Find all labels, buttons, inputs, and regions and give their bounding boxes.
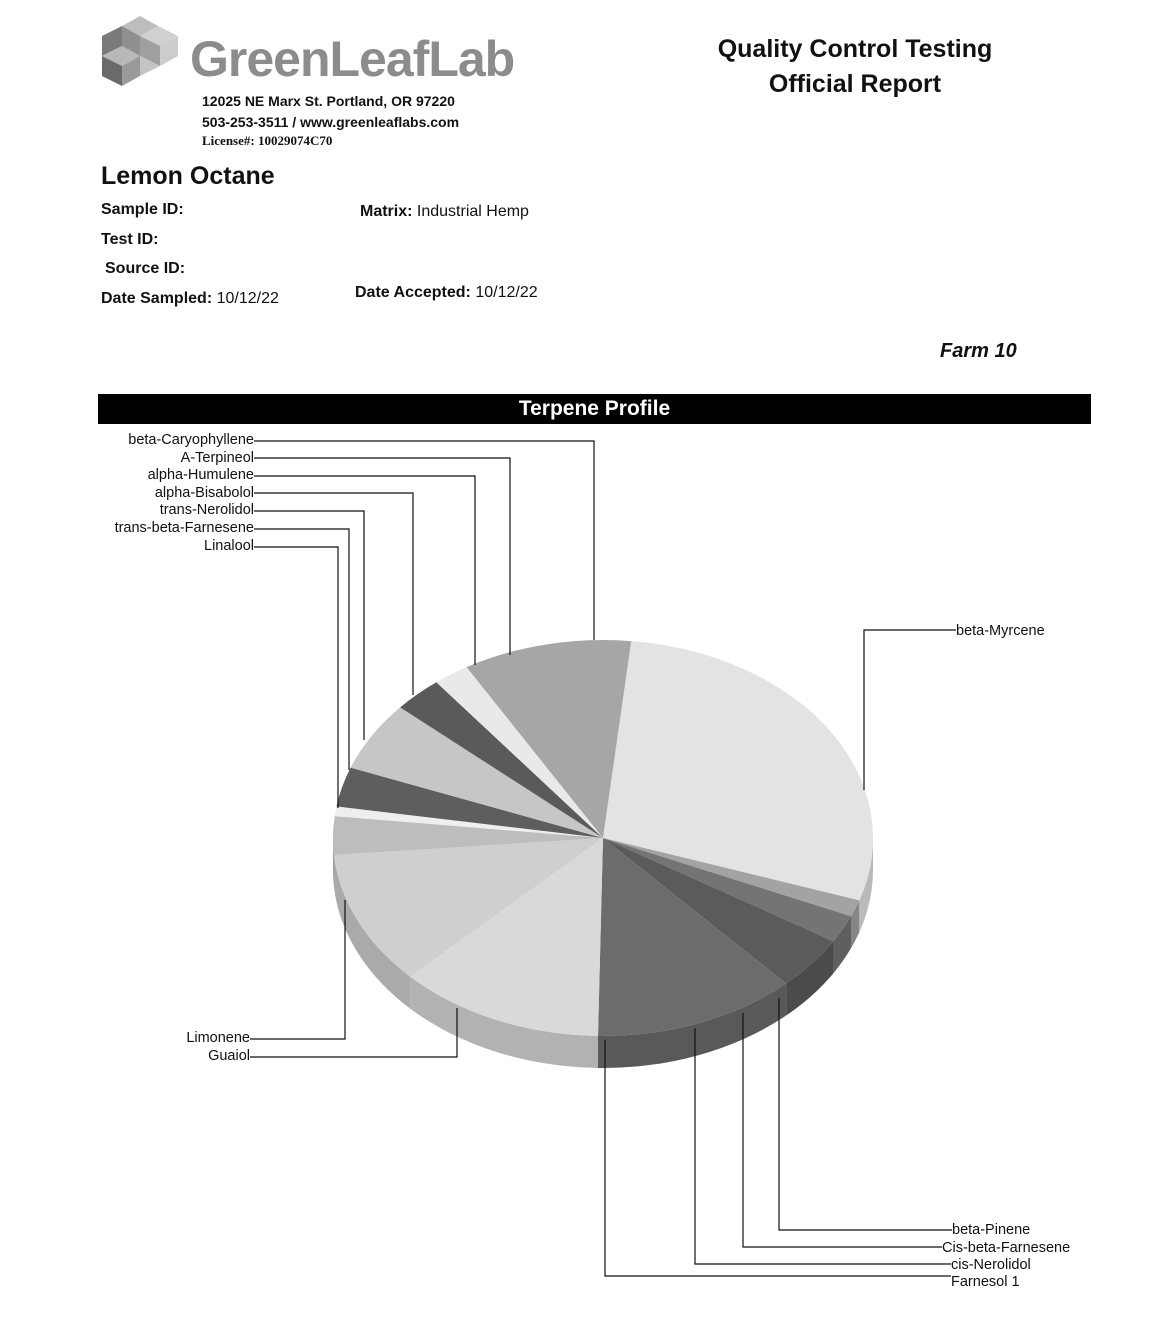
label-beta-myrcene: beta-Myrcene [956, 623, 1045, 639]
label-alpha-humulene: alpha-Humulene [147, 467, 254, 483]
label-farnesol-1: Farnesol 1 [951, 1274, 1020, 1290]
lab-address: 12025 NE Marx St. Portland, OR 97220 [202, 93, 455, 109]
label-limonene: Limonene [186, 1030, 250, 1046]
brand-name: GreenLeafLab [190, 31, 515, 87]
label-cis-beta-farnesene: Cis-beta-Farnesene [942, 1240, 1071, 1256]
label-a-terpineol: A-Terpineol [180, 450, 254, 466]
matrix-value: Industrial Hemp [416, 203, 529, 220]
product-name: Lemon Octane [101, 162, 275, 190]
lab-contact: 503-253-3511 / www.greenleaflabs.com [202, 114, 460, 130]
lab-license: License#: 10029074C70 [202, 133, 333, 148]
date-sampled-value: 10/12/22 [216, 290, 279, 307]
leader-line-beta-pinene [779, 998, 952, 1230]
report-title-line2: Official Report [768, 70, 942, 98]
sample-id-label: Sample ID: [101, 201, 184, 218]
leader-line-beta-myrcene [864, 630, 956, 790]
label-linalool: Linalool [204, 538, 254, 554]
leader-line-linalool [254, 547, 338, 808]
source-id-label: Source ID: [105, 260, 186, 277]
label-alpha-bisabolol: alpha-Bisabolol [154, 485, 254, 501]
leader-line-cis-beta-farnesene [743, 1013, 942, 1247]
leader-line-a-terpineol [254, 458, 510, 655]
leader-line-farnesol-1 [605, 1040, 951, 1276]
label-trans-beta-farnesene: trans-beta-Farnesene [114, 520, 254, 536]
report-title-line1: Quality Control Testing [717, 35, 993, 63]
label-beta-pinene: beta-Pinene [952, 1222, 1031, 1238]
test-id-label: Test ID: [101, 231, 159, 248]
leader-line-trans-nerolidol [254, 511, 364, 740]
farm-label: Farm 10 [940, 340, 1017, 362]
leader-line-cis-nerolidol [695, 1028, 951, 1264]
date-sampled-label: Date Sampled: [101, 290, 213, 307]
label-guaiol: Guaiol [208, 1048, 250, 1064]
date-accepted-value: 10/12/22 [475, 284, 538, 301]
label-beta-caryophyllene: beta-Caryophyllene [128, 432, 254, 448]
date-accepted-label: Date Accepted: [355, 284, 471, 301]
leader-line-alpha-bisabolol [254, 493, 413, 695]
matrix-label: Matrix: [360, 203, 413, 220]
chart-title-banner: Terpene Profile [98, 394, 1091, 424]
leader-line-limonene [250, 900, 345, 1039]
leader-line-trans-beta-farnesene [254, 529, 349, 770]
leader-line-beta-caryophyllene [254, 441, 594, 640]
label-cis-nerolidol: cis-Nerolidol [951, 1257, 1031, 1273]
label-trans-nerolidol: trans-Nerolidol [159, 502, 254, 518]
